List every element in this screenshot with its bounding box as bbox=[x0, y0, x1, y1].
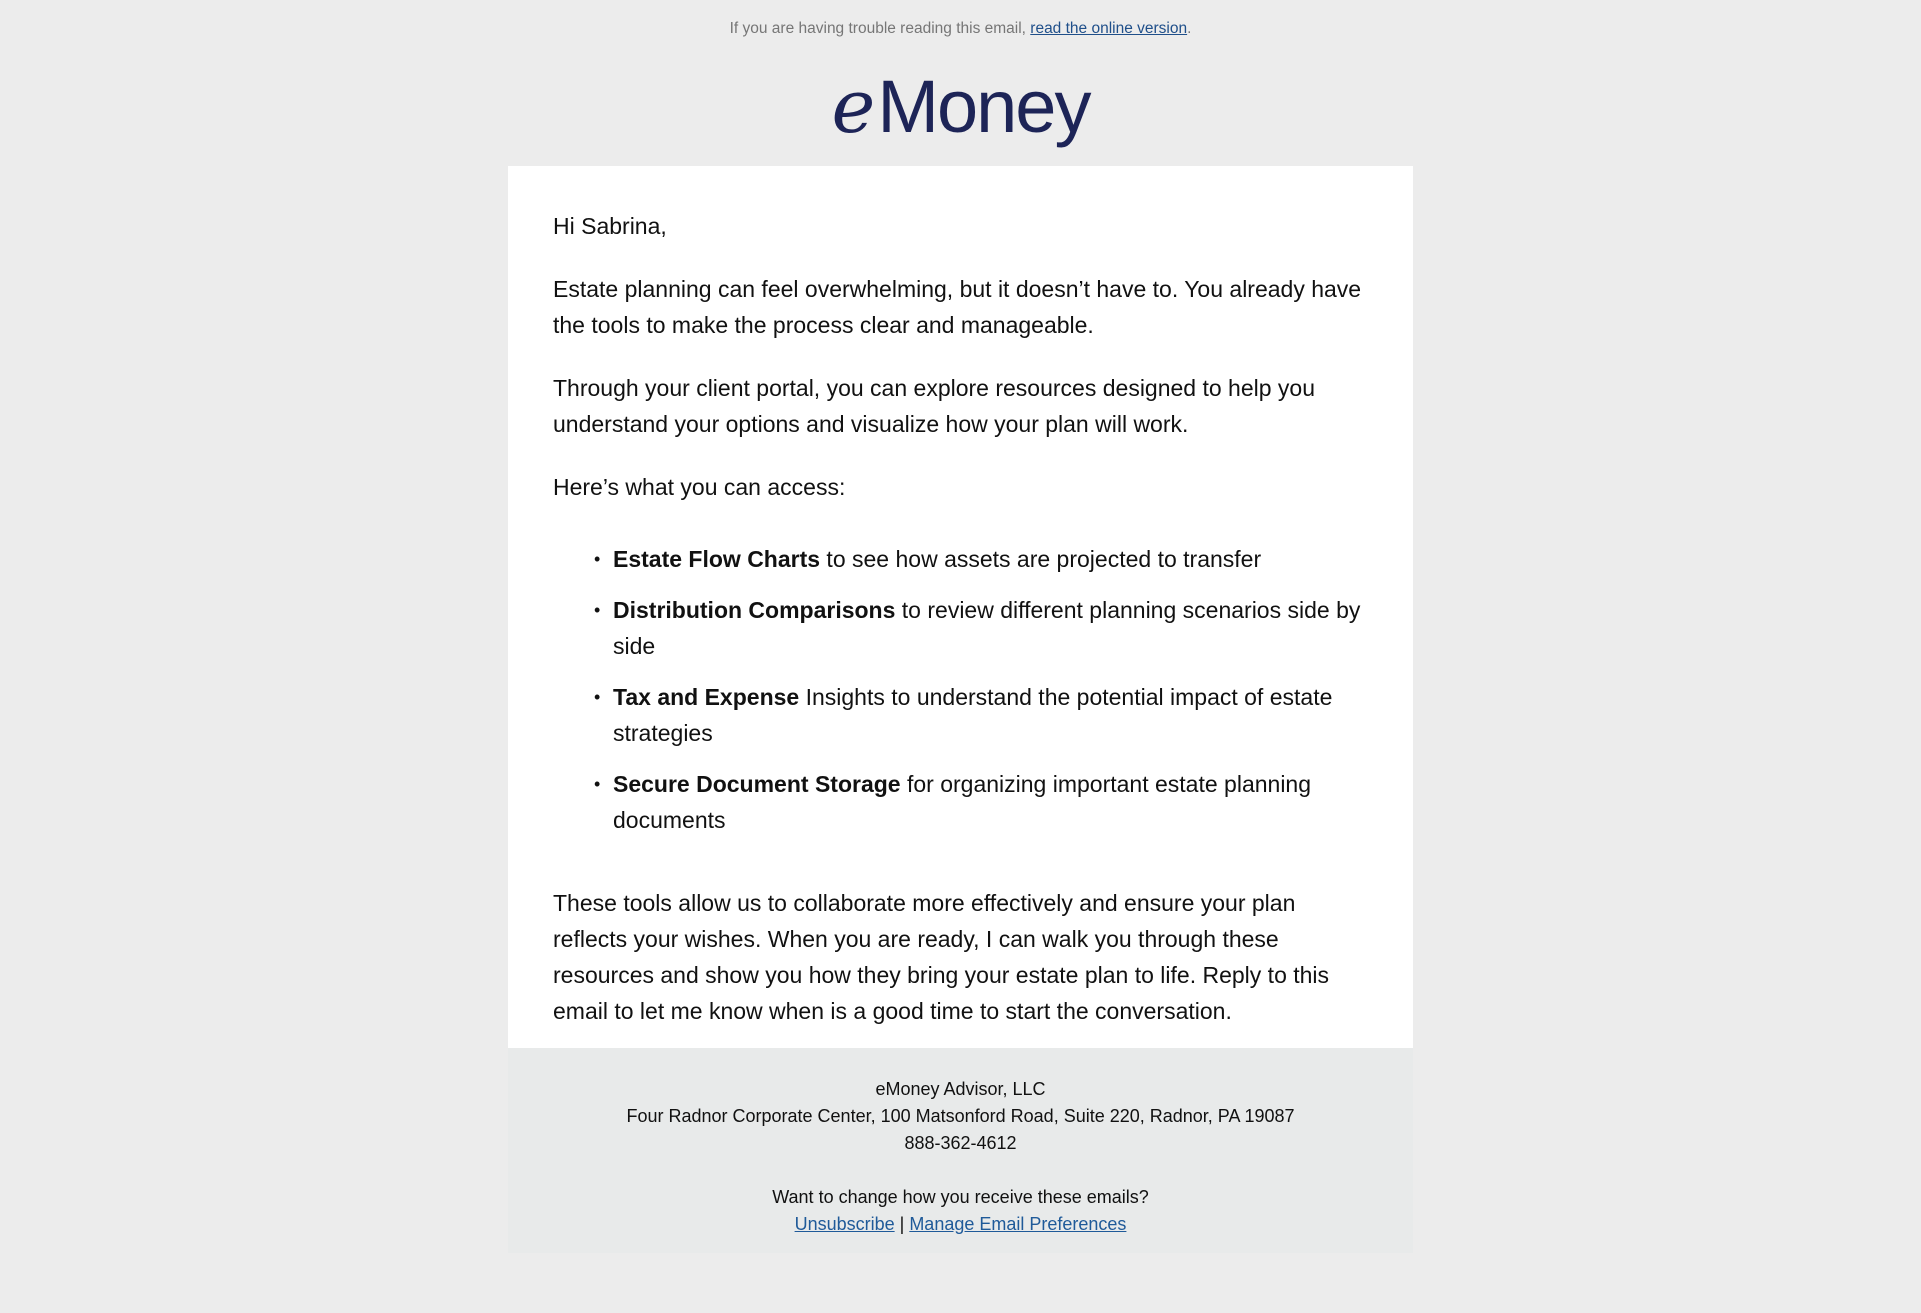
email-body bbox=[508, 166, 1413, 1048]
logo-container bbox=[0, 64, 1921, 150]
email-footer bbox=[508, 1048, 1413, 1253]
preheader-text: If you are having trouble reading this email, bbox=[729, 20, 1031, 37]
preheader bbox=[0, 20, 1921, 38]
preferences-links bbox=[508, 1211, 1413, 1238]
bullet-icon: • bbox=[594, 600, 601, 620]
link-separator: | bbox=[894, 1214, 910, 1234]
logo-e: e bbox=[831, 64, 876, 150]
preferences-prompt: Want to change how you receive these emails? bbox=[772, 1187, 1149, 1207]
online-version-link[interactable]: read the online version bbox=[1030, 20, 1188, 37]
feature-list bbox=[553, 541, 1363, 838]
emoney-logo bbox=[831, 64, 1090, 150]
paragraph-closing: These tools allow us to collaborate more effectively and ensure your plan reflects your wishes. When you are ready, I can walk you through these resources and show you how they bring your estate plan to life. Reply to this email to let me know when is a good time to start the conversation. bbox=[553, 890, 1330, 1024]
list-item bbox=[594, 541, 1363, 577]
feature-desc: to see how assets are projected to transfer bbox=[820, 546, 1262, 572]
list-item bbox=[594, 766, 1363, 838]
logo-money: Money bbox=[877, 65, 1090, 148]
unsubscribe-link[interactable]: Unsubscribe bbox=[794, 1214, 895, 1234]
bullet-icon: • bbox=[594, 549, 601, 569]
paragraph-intro: Estate planning can feel overwhelming, but it doesn’t have to. You already have the tools to make the process clear and manageable. bbox=[553, 276, 1362, 338]
paragraph-access: Here’s what you can access: bbox=[553, 474, 846, 500]
bullet-icon: • bbox=[594, 687, 601, 707]
company-address: Four Radnor Corporate Center, 100 Matsonford Road, Suite 220, Radnor, PA 19087 bbox=[626, 1106, 1295, 1126]
feature-title: Distribution Comparisons bbox=[613, 597, 896, 623]
feature-desc: Insights to understand the potential impact of estate strategies bbox=[613, 684, 1333, 746]
company-phone: 888-362-4612 bbox=[904, 1133, 1017, 1153]
feature-title: Secure Document Storage bbox=[613, 771, 901, 797]
feature-desc: for organizing important estate planning documents bbox=[613, 771, 1312, 833]
company-name: eMoney Advisor, LLC bbox=[875, 1079, 1046, 1099]
list-item bbox=[594, 592, 1363, 664]
list-item bbox=[594, 679, 1363, 751]
preheader-suffix: . bbox=[1187, 20, 1192, 37]
bullet-icon: • bbox=[594, 774, 601, 794]
feature-desc: to review different planning scenarios side by side bbox=[613, 597, 1361, 659]
manage-preferences-link[interactable]: Manage Email Preferences bbox=[909, 1214, 1127, 1234]
feature-title: Estate Flow Charts bbox=[613, 546, 821, 572]
feature-title: Tax and Expense bbox=[613, 684, 800, 710]
footer-spacer bbox=[508, 1157, 1413, 1184]
paragraph-portal: Through your client portal, you can explore resources designed to help you understand your options and visualize how your plan will work. bbox=[553, 375, 1316, 437]
greeting: Hi Sabrina, bbox=[553, 213, 667, 239]
